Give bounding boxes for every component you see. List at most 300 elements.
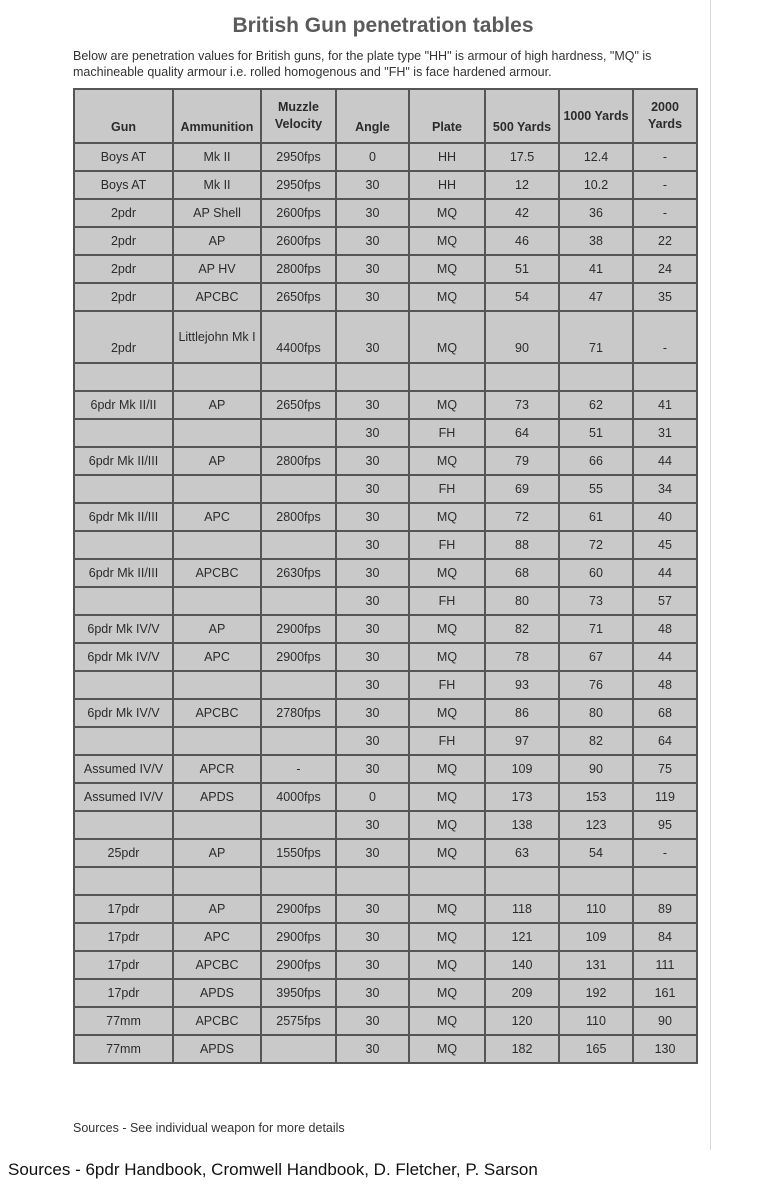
- cell-angle: 30: [336, 199, 409, 227]
- cell-500-yards: 72: [485, 503, 559, 531]
- cell-ammunition: APDS: [173, 783, 261, 811]
- table-row: [74, 255, 697, 283]
- sources-note: Sources - See individual weapon for more details: [73, 1121, 345, 1135]
- cell-ammunition: [173, 419, 261, 447]
- header-2000-yards: 2000 Yards: [633, 89, 697, 143]
- cell-angle: 30: [336, 283, 409, 311]
- cell-plate: MQ: [409, 951, 485, 979]
- table-row: [74, 811, 697, 839]
- cell-angle: 30: [336, 727, 409, 755]
- cell-500-yards: 17.5: [485, 143, 559, 171]
- cell-2000-yards: 89: [633, 895, 697, 923]
- cell-muzzle-velocity: 2800fps: [261, 255, 336, 283]
- cell-plate: MQ: [409, 923, 485, 951]
- cell-500-yards: 12: [485, 171, 559, 199]
- cell-plate: MQ: [409, 615, 485, 643]
- cell-muzzle-velocity: 4400fps: [261, 311, 336, 363]
- cell-plate: MQ: [409, 839, 485, 867]
- cell-plate: MQ: [409, 895, 485, 923]
- cell-1000-yards: 66: [559, 447, 633, 475]
- cell-muzzle-velocity: 1550fps: [261, 839, 336, 867]
- cell-1000-yards: 109: [559, 923, 633, 951]
- cell-gun: Assumed IV/V: [74, 783, 173, 811]
- cell-muzzle-velocity: 2900fps: [261, 895, 336, 923]
- cell-muzzle-velocity: [261, 671, 336, 699]
- cell-ammunition: APCBC: [173, 1007, 261, 1035]
- cell-angle: [336, 867, 409, 895]
- cell-angle: 30: [336, 1035, 409, 1063]
- cell-ammunition: Mk II: [173, 171, 261, 199]
- table-row: [74, 727, 697, 755]
- cell-1000-yards: 54: [559, 839, 633, 867]
- sources-footer: Sources - 6pdr Handbook, Cromwell Handbook, D. Fletcher, P. Sarson: [8, 1160, 538, 1179]
- cell-ammunition: [173, 811, 261, 839]
- cell-2000-yards: -: [633, 143, 697, 171]
- table-row: [74, 227, 697, 255]
- cell-gun: [74, 475, 173, 503]
- cell-500-yards: 51: [485, 255, 559, 283]
- cell-1000-yards: 165: [559, 1035, 633, 1063]
- cell-1000-yards: 67: [559, 643, 633, 671]
- cell-2000-yards: -: [633, 311, 697, 363]
- cell-angle: 30: [336, 447, 409, 475]
- cell-gun: 6pdr Mk IV/V: [74, 615, 173, 643]
- cell-1000-yards: 72: [559, 531, 633, 559]
- cell-2000-yards: 48: [633, 615, 697, 643]
- cell-2000-yards: 57: [633, 587, 697, 615]
- cell-muzzle-velocity: [261, 419, 336, 447]
- cell-plate: [409, 867, 485, 895]
- cell-1000-yards: 71: [559, 311, 633, 363]
- table-row: [74, 283, 697, 311]
- cell-1000-yards: 61: [559, 503, 633, 531]
- cell-gun: 6pdr Mk II/III: [74, 503, 173, 531]
- cell-gun: Boys AT: [74, 143, 173, 171]
- cell-muzzle-velocity: 2900fps: [261, 615, 336, 643]
- cell-ammunition: AP: [173, 391, 261, 419]
- cell-500-yards: [485, 363, 559, 391]
- cell-angle: 30: [336, 755, 409, 783]
- header-plate: Plate: [409, 89, 485, 143]
- cell-plate: [409, 363, 485, 391]
- table-row: [74, 615, 697, 643]
- cell-2000-yards: 35: [633, 283, 697, 311]
- cell-1000-yards: 51: [559, 419, 633, 447]
- header-gun: Gun: [74, 89, 173, 143]
- cell-2000-yards: 90: [633, 1007, 697, 1035]
- cell-2000-yards: 40: [633, 503, 697, 531]
- cell-500-yards: 118: [485, 895, 559, 923]
- cell-angle: [336, 363, 409, 391]
- cell-1000-yards: 73: [559, 587, 633, 615]
- cell-muzzle-velocity: 2600fps: [261, 227, 336, 255]
- cell-angle: 30: [336, 699, 409, 727]
- cell-gun: Assumed IV/V: [74, 755, 173, 783]
- cell-ammunition: APCBC: [173, 699, 261, 727]
- cell-gun: 6pdr Mk IV/V: [74, 699, 173, 727]
- cell-plate: HH: [409, 143, 485, 171]
- table-row: [74, 171, 697, 199]
- cell-plate: MQ: [409, 199, 485, 227]
- table-row: [74, 895, 697, 923]
- cell-plate: FH: [409, 475, 485, 503]
- cell-angle: 30: [336, 391, 409, 419]
- cell-ammunition: AP: [173, 839, 261, 867]
- cell-500-yards: 138: [485, 811, 559, 839]
- cell-2000-yards: 48: [633, 671, 697, 699]
- cell-2000-yards: 111: [633, 951, 697, 979]
- cell-plate: FH: [409, 727, 485, 755]
- penetration-table: [73, 88, 698, 1064]
- cell-muzzle-velocity: [261, 811, 336, 839]
- cell-muzzle-velocity: [261, 363, 336, 391]
- cell-gun: 2pdr: [74, 227, 173, 255]
- cell-500-yards: 78: [485, 643, 559, 671]
- cell-ammunition: Littlejohn Mk I: [173, 311, 261, 363]
- cell-2000-yards: [633, 363, 697, 391]
- cell-gun: 6pdr Mk II/III: [74, 447, 173, 475]
- cell-1000-yards: 36: [559, 199, 633, 227]
- cell-1000-yards: 38: [559, 227, 633, 255]
- cell-1000-yards: 62: [559, 391, 633, 419]
- cell-1000-yards: 47: [559, 283, 633, 311]
- cell-1000-yards: 110: [559, 895, 633, 923]
- cell-muzzle-velocity: 2950fps: [261, 171, 336, 199]
- cell-muzzle-velocity: 2950fps: [261, 143, 336, 171]
- cell-1000-yards: 71: [559, 615, 633, 643]
- cell-500-yards: 68: [485, 559, 559, 587]
- cell-500-yards: 97: [485, 727, 559, 755]
- cell-gun: 6pdr Mk IV/V: [74, 643, 173, 671]
- cell-angle: 30: [336, 615, 409, 643]
- table-row: [74, 671, 697, 699]
- cell-plate: MQ: [409, 283, 485, 311]
- cell-gun: [74, 531, 173, 559]
- cell-muzzle-velocity: 2800fps: [261, 447, 336, 475]
- table-row: [74, 867, 697, 895]
- cell-ammunition: AP: [173, 227, 261, 255]
- cell-2000-yards: -: [633, 199, 697, 227]
- table-row: [74, 1007, 697, 1035]
- cell-angle: 30: [336, 171, 409, 199]
- cell-angle: 0: [336, 783, 409, 811]
- cell-gun: [74, 727, 173, 755]
- cell-gun: [74, 671, 173, 699]
- cell-ammunition: APCBC: [173, 559, 261, 587]
- cell-500-yards: 120: [485, 1007, 559, 1035]
- cell-ammunition: [173, 363, 261, 391]
- cell-angle: 30: [336, 587, 409, 615]
- cell-ammunition: APCBC: [173, 283, 261, 311]
- cell-2000-yards: 22: [633, 227, 697, 255]
- cell-ammunition: APC: [173, 503, 261, 531]
- cell-plate: MQ: [409, 1035, 485, 1063]
- cell-1000-yards: 90: [559, 755, 633, 783]
- cell-ammunition: [173, 671, 261, 699]
- cell-2000-yards: [633, 867, 697, 895]
- cell-muzzle-velocity: [261, 727, 336, 755]
- cell-500-yards: 82: [485, 615, 559, 643]
- cell-1000-yards: 41: [559, 255, 633, 283]
- cell-gun: 6pdr Mk II/II: [74, 391, 173, 419]
- table-row: [74, 951, 697, 979]
- intro-text: Below are penetration values for British guns, for the plate type "HH" is armour of high hardness, "MQ" is machineable quality armour i.e. rolled homogenous and "FH" is face hardened armour.: [73, 49, 652, 79]
- table-row: [74, 419, 697, 447]
- cell-500-yards: 182: [485, 1035, 559, 1063]
- cell-gun: 17pdr: [74, 979, 173, 1007]
- cell-gun: [74, 587, 173, 615]
- cell-gun: 6pdr Mk II/III: [74, 559, 173, 587]
- cell-500-yards: 42: [485, 199, 559, 227]
- cell-500-yards: 121: [485, 923, 559, 951]
- cell-angle: 30: [336, 839, 409, 867]
- cell-plate: MQ: [409, 447, 485, 475]
- table-row: [74, 199, 697, 227]
- cell-1000-yards: 131: [559, 951, 633, 979]
- cell-500-yards: 86: [485, 699, 559, 727]
- cell-muzzle-velocity: 3950fps: [261, 979, 336, 1007]
- cell-muzzle-velocity: 2780fps: [261, 699, 336, 727]
- cell-muzzle-velocity: 2900fps: [261, 951, 336, 979]
- cell-1000-yards: 110: [559, 1007, 633, 1035]
- cell-gun: 17pdr: [74, 895, 173, 923]
- cell-angle: 30: [336, 559, 409, 587]
- cell-1000-yards: 76: [559, 671, 633, 699]
- cell-500-yards: [485, 867, 559, 895]
- cell-plate: MQ: [409, 391, 485, 419]
- cell-muzzle-velocity: [261, 1035, 336, 1063]
- cell-500-yards: 80: [485, 587, 559, 615]
- cell-plate: MQ: [409, 783, 485, 811]
- cell-plate: MQ: [409, 643, 485, 671]
- cell-2000-yards: 95: [633, 811, 697, 839]
- cell-ammunition: AP: [173, 615, 261, 643]
- cell-gun: 2pdr: [74, 283, 173, 311]
- cell-muzzle-velocity: 4000fps: [261, 783, 336, 811]
- cell-1000-yards: 55: [559, 475, 633, 503]
- cell-2000-yards: 45: [633, 531, 697, 559]
- table-row: [74, 559, 697, 587]
- cell-plate: MQ: [409, 559, 485, 587]
- cell-angle: 30: [336, 255, 409, 283]
- cell-2000-yards: 68: [633, 699, 697, 727]
- cell-gun: 17pdr: [74, 923, 173, 951]
- cell-muzzle-velocity: 2800fps: [261, 503, 336, 531]
- table-row: [74, 587, 697, 615]
- cell-2000-yards: 64: [633, 727, 697, 755]
- cell-2000-yards: 41: [633, 391, 697, 419]
- cell-muzzle-velocity: 2575fps: [261, 1007, 336, 1035]
- cell-500-yards: 79: [485, 447, 559, 475]
- cell-angle: 30: [336, 643, 409, 671]
- cell-plate: FH: [409, 587, 485, 615]
- cell-muzzle-velocity: [261, 531, 336, 559]
- cell-plate: MQ: [409, 503, 485, 531]
- cell-angle: 30: [336, 227, 409, 255]
- cell-gun: 2pdr: [74, 255, 173, 283]
- table-row: [74, 475, 697, 503]
- cell-angle: 30: [336, 923, 409, 951]
- cell-1000-yards: [559, 867, 633, 895]
- cell-angle: 30: [336, 811, 409, 839]
- cell-plate: FH: [409, 671, 485, 699]
- cell-1000-yards: 192: [559, 979, 633, 1007]
- cell-angle: 30: [336, 979, 409, 1007]
- table-row: [74, 447, 697, 475]
- cell-angle: 30: [336, 895, 409, 923]
- cell-gun: 77mm: [74, 1035, 173, 1063]
- table-row: [74, 363, 697, 391]
- cell-angle: 30: [336, 951, 409, 979]
- table-row: [74, 143, 697, 171]
- cell-2000-yards: -: [633, 171, 697, 199]
- table-row: [74, 979, 697, 1007]
- cell-angle: 30: [336, 1007, 409, 1035]
- cell-500-yards: 140: [485, 951, 559, 979]
- cell-muzzle-velocity: -: [261, 755, 336, 783]
- cell-500-yards: 63: [485, 839, 559, 867]
- cell-angle: 30: [336, 311, 409, 363]
- cell-muzzle-velocity: 2650fps: [261, 283, 336, 311]
- table-row: [74, 839, 697, 867]
- cell-gun: Boys AT: [74, 171, 173, 199]
- cell-ammunition: APCBC: [173, 951, 261, 979]
- cell-plate: MQ: [409, 755, 485, 783]
- cell-1000-yards: 12.4: [559, 143, 633, 171]
- table-row: [74, 531, 697, 559]
- table-row: [74, 503, 697, 531]
- cell-500-yards: 93: [485, 671, 559, 699]
- cell-angle: 30: [336, 503, 409, 531]
- cell-2000-yards: 130: [633, 1035, 697, 1063]
- cell-angle: 30: [336, 671, 409, 699]
- cell-2000-yards: 119: [633, 783, 697, 811]
- cell-ammunition: [173, 475, 261, 503]
- page-divider: [710, 0, 711, 1150]
- cell-ammunition: APDS: [173, 1035, 261, 1063]
- cell-2000-yards: 34: [633, 475, 697, 503]
- table-row: [74, 643, 697, 671]
- cell-ammunition: AP: [173, 895, 261, 923]
- cell-ammunition: [173, 531, 261, 559]
- cell-ammunition: [173, 867, 261, 895]
- cell-ammunition: [173, 727, 261, 755]
- cell-muzzle-velocity: 2900fps: [261, 923, 336, 951]
- cell-2000-yards: 44: [633, 447, 697, 475]
- cell-gun: 25pdr: [74, 839, 173, 867]
- cell-muzzle-velocity: 2650fps: [261, 391, 336, 419]
- cell-2000-yards: -: [633, 839, 697, 867]
- cell-500-yards: 73: [485, 391, 559, 419]
- cell-1000-yards: 80: [559, 699, 633, 727]
- cell-ammunition: APC: [173, 643, 261, 671]
- cell-2000-yards: 44: [633, 559, 697, 587]
- cell-plate: MQ: [409, 979, 485, 1007]
- table-header-row: [74, 89, 697, 143]
- table-row: [74, 783, 697, 811]
- cell-ammunition: APDS: [173, 979, 261, 1007]
- header-1000-yards: 1000 Yards: [559, 89, 633, 143]
- cell-1000-yards: [559, 363, 633, 391]
- cell-2000-yards: 31: [633, 419, 697, 447]
- cell-muzzle-velocity: [261, 867, 336, 895]
- cell-1000-yards: 10.2: [559, 171, 633, 199]
- cell-ammunition: [173, 587, 261, 615]
- cell-muzzle-velocity: [261, 587, 336, 615]
- cell-plate: MQ: [409, 699, 485, 727]
- cell-plate: HH: [409, 171, 485, 199]
- cell-gun: 2pdr: [74, 199, 173, 227]
- cell-angle: 0: [336, 143, 409, 171]
- cell-ammunition: AP Shell: [173, 199, 261, 227]
- cell-plate: MQ: [409, 255, 485, 283]
- cell-gun: 2pdr: [74, 311, 173, 363]
- cell-1000-yards: 153: [559, 783, 633, 811]
- cell-ammunition: AP HV: [173, 255, 261, 283]
- cell-ammunition: APC: [173, 923, 261, 951]
- cell-2000-yards: 75: [633, 755, 697, 783]
- cell-muzzle-velocity: 2600fps: [261, 199, 336, 227]
- cell-muzzle-velocity: 2900fps: [261, 643, 336, 671]
- cell-gun: [74, 867, 173, 895]
- cell-500-yards: 90: [485, 311, 559, 363]
- cell-500-yards: 54: [485, 283, 559, 311]
- cell-1000-yards: 60: [559, 559, 633, 587]
- cell-2000-yards: 44: [633, 643, 697, 671]
- table-row: [74, 311, 697, 363]
- cell-plate: FH: [409, 419, 485, 447]
- cell-gun: [74, 811, 173, 839]
- cell-plate: MQ: [409, 227, 485, 255]
- cell-500-yards: 64: [485, 419, 559, 447]
- cell-2000-yards: 84: [633, 923, 697, 951]
- page-title: British Gun penetration tables: [232, 14, 534, 37]
- header-500-yards: 500 Yards: [485, 89, 559, 143]
- cell-500-yards: 173: [485, 783, 559, 811]
- cell-1000-yards: 123: [559, 811, 633, 839]
- table-row: [74, 755, 697, 783]
- cell-muzzle-velocity: [261, 475, 336, 503]
- table-row: [74, 923, 697, 951]
- cell-plate: MQ: [409, 811, 485, 839]
- cell-plate: MQ: [409, 311, 485, 363]
- cell-angle: 30: [336, 419, 409, 447]
- cell-plate: MQ: [409, 1007, 485, 1035]
- cell-500-yards: 46: [485, 227, 559, 255]
- table-row: [74, 1035, 697, 1063]
- header-angle: Angle: [336, 89, 409, 143]
- cell-2000-yards: 24: [633, 255, 697, 283]
- cell-gun: 17pdr: [74, 951, 173, 979]
- table-row: [74, 391, 697, 419]
- cell-gun: [74, 419, 173, 447]
- cell-muzzle-velocity: 2630fps: [261, 559, 336, 587]
- cell-angle: 30: [336, 531, 409, 559]
- header-ammunition: Ammunition: [173, 89, 261, 143]
- cell-angle: 30: [336, 475, 409, 503]
- cell-ammunition: Mk II: [173, 143, 261, 171]
- cell-500-yards: 109: [485, 755, 559, 783]
- cell-2000-yards: 161: [633, 979, 697, 1007]
- cell-ammunition: APCR: [173, 755, 261, 783]
- header-muzzle-velocity: Muzzle Velocity: [261, 89, 336, 143]
- cell-1000-yards: 82: [559, 727, 633, 755]
- cell-500-yards: 209: [485, 979, 559, 1007]
- cell-500-yards: 88: [485, 531, 559, 559]
- table-row: [74, 699, 697, 727]
- cell-ammunition: AP: [173, 447, 261, 475]
- cell-500-yards: 69: [485, 475, 559, 503]
